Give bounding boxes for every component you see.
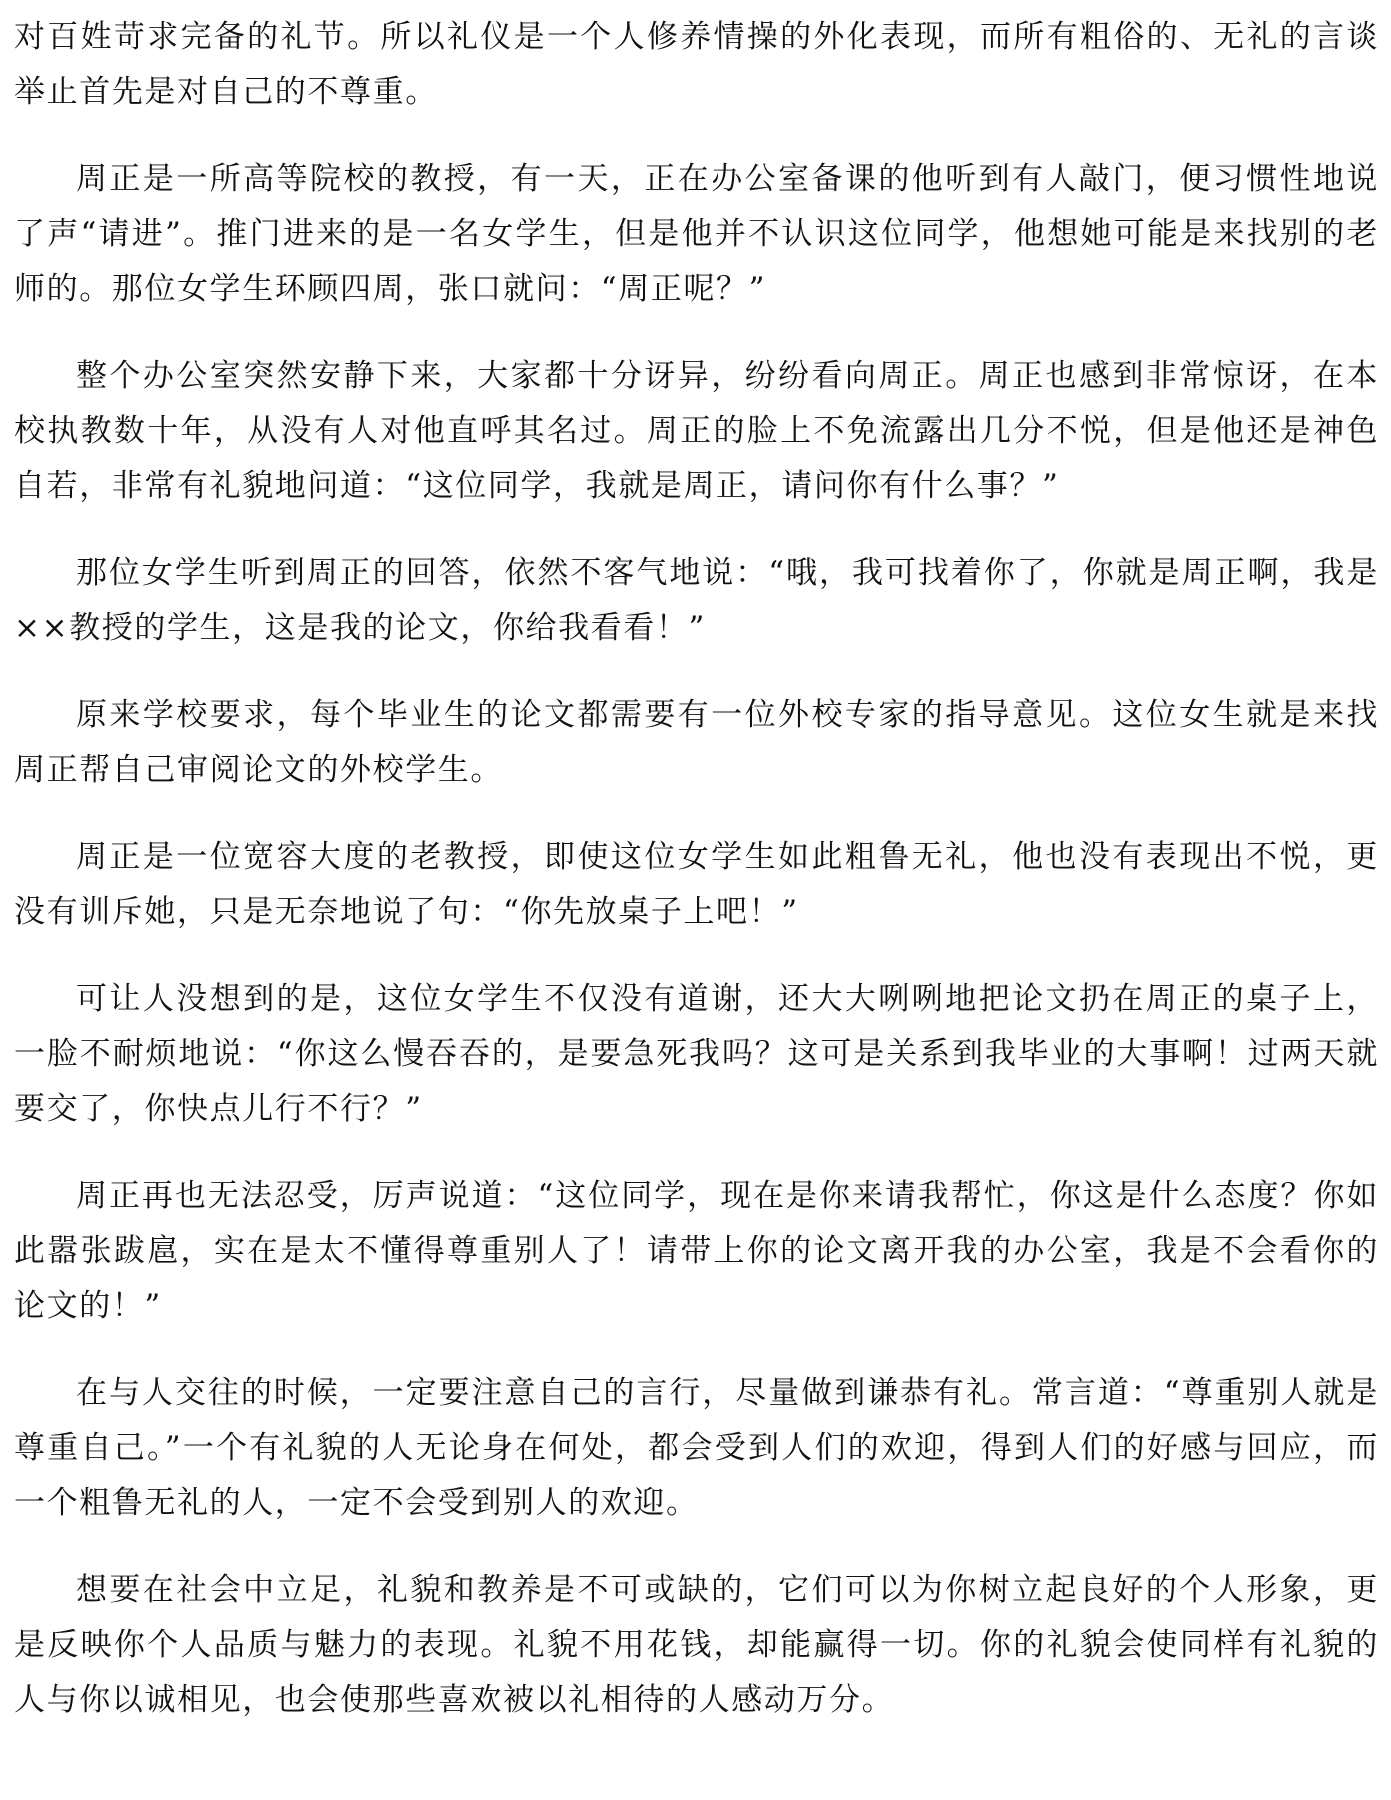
paragraph-8: 周正再也无法忍受，厉声说道：“这位同学，现在是你来请我帮忙，你这是什么态度？你如此嚣张跋扈，实在是太不懂得尊重别人了！请带上你的论文离开我的办公室，我是不会看你的论文的！”: [14, 1178, 1379, 1324]
paragraph-5: 原来学校要求，每个毕业生的论文都需要有一位外校专家的指导意见。这位女生就是来找周正帮自己审阅论文的外校学生。: [14, 697, 1379, 788]
paragraph-9: 在与人交往的时候，一定要注意自己的言行，尽量做到谦恭有礼。常言道：“尊重别人就是尊重自己。”一个有礼貌的人无论身在何处，都会受到人们的欢迎，得到人们的好感与回应，而一个粗鲁无礼的人，一定不会受到别人的欢迎。: [14, 1375, 1379, 1521]
paragraph-2: 周正是一所高等院校的教授，有一天，正在办公室备课的他听到有人敲门，便习惯性地说了声“请进”。推门进来的是一名女学生，但是他并不认识这位同学，他想她可能是来找别的老师的。那位女学生环顾四周，张口就问：“周正呢？”: [14, 161, 1379, 307]
paragraph-1: 对百姓苛求完备的礼节。所以礼仪是一个人修养情操的外化表现，而所有粗俗的、无礼的言谈举止首先是对自己的不尊重。: [14, 19, 1379, 110]
paragraph-10: 想要在社会中立足，礼貌和教养是不可或缺的，它们可以为你树立起良好的个人形象，更是反映你个人品质与魅力的表现。礼貌不用花钱，却能赢得一切。你的礼貌会使同样有礼貌的人与你以诚相见，也会使那些喜欢被以礼相待的人感动万分。: [14, 1572, 1379, 1718]
paragraph-6: 周正是一位宽容大度的老教授，即使这位女学生如此粗鲁无礼，他也没有表现出不悦，更没有训斥她，只是无奈地说了句：“你先放桌子上吧！”: [14, 839, 1379, 930]
paragraph-3: 整个办公室突然安静下来，大家都十分讶异，纷纷看向周正。周正也感到非常惊讶，在本校执教数十年，从没有人对他直呼其名过。周正的脸上不免流露出几分不悦，但是他还是神色自若，非常有礼貌地问道：“这位同学，我就是周正，请问你有什么事？”: [14, 358, 1379, 504]
paragraph-4: 那位女学生听到周正的回答，依然不客气地说：“哦，我可找着你了，你就是周正啊，我是××教授的学生，这是我的论文，你给我看看！”: [14, 555, 1379, 646]
document-page: [14, 10, 1379, 1760]
paragraph-7: 可让人没想到的是，这位女学生不仅没有道谢，还大大咧咧地把论文扔在周正的桌子上，一脸不耐烦地说：“你这么慢吞吞的，是要急死我吗？这可是关系到我毕业的大事啊！过两天就要交了，你快点儿行不行？”: [14, 981, 1379, 1127]
